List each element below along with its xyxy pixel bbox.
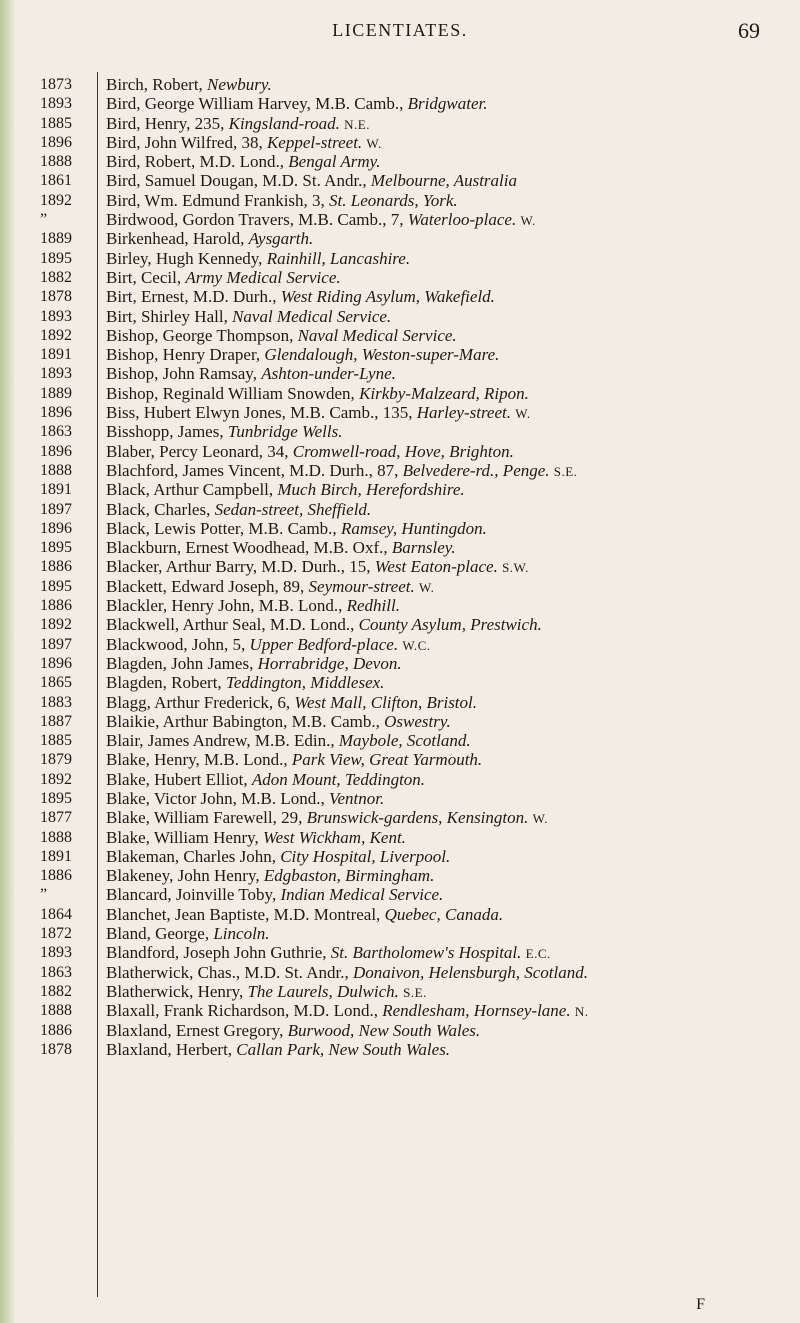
- year-cell: 1896: [40, 133, 72, 151]
- list-item: [106, 596, 780, 615]
- list-item: [106, 249, 780, 268]
- entry-name: Blake, Victor John, M.B. Lond.,: [106, 788, 329, 808]
- entry-name: Blackett, Edward Joseph, 89,: [106, 576, 309, 596]
- entry-district: W.C.: [402, 637, 431, 653]
- entry-place: West Riding Asylum, Wakefield.: [280, 287, 495, 307]
- entry-name: Blake, William Henry,: [106, 827, 264, 847]
- list-item: [106, 731, 780, 750]
- entry-name: Blackler, Henry John, M.B. Lond.,: [106, 596, 347, 616]
- entry-place: Kingsland-road.: [228, 113, 340, 133]
- entry-name: Blagg, Arthur Frederick, 6,: [106, 692, 295, 712]
- year-cell: 1888: [40, 828, 72, 846]
- list-item: [106, 500, 780, 519]
- entry-name: Blatherwick, Chas., M.D. St. Andr.,: [106, 962, 353, 982]
- entry-name: Bishop, George Thompson,: [106, 325, 298, 345]
- year-column: [40, 75, 96, 1059]
- entry-name: Blatherwick, Henry,: [106, 981, 248, 1001]
- list-item: [106, 828, 780, 847]
- list-item: [106, 171, 780, 190]
- entry-district: E.C.: [525, 946, 551, 962]
- entry-place: Keppel-street.: [266, 132, 363, 152]
- running-title: LICENTIATES.: [332, 20, 468, 40]
- entry-name: Blagden, John James,: [106, 653, 258, 673]
- entry-place: Oswestry.: [384, 711, 451, 731]
- entry-name: Bird, Henry, 235,: [106, 113, 229, 133]
- entry-place: Bengal Army.: [288, 152, 381, 172]
- year-cell: 1878: [40, 288, 72, 306]
- year-cell: 1889: [40, 230, 72, 248]
- entry-name: Bishop, Henry Draper,: [106, 345, 265, 365]
- entry-district: N.: [574, 1004, 589, 1020]
- year-cell: 1896: [40, 519, 72, 537]
- year-cell: 1885: [40, 732, 72, 750]
- list-item: [106, 905, 780, 924]
- year-cell: 1863: [40, 423, 72, 441]
- entry-district: W.: [515, 406, 531, 422]
- year-cell: 1893: [40, 307, 72, 325]
- entry-name: Bird, Wm. Edmund Frankish, 3,: [106, 190, 330, 210]
- list-item: [106, 577, 780, 596]
- list-item: [106, 403, 780, 422]
- entry-place: Indian Medical Service.: [280, 885, 444, 905]
- year-cell: 1885: [40, 114, 72, 132]
- entry-place: Ashton-under-Lyne.: [261, 364, 396, 384]
- year-cell: 1888: [40, 461, 72, 479]
- list-item: [106, 1021, 780, 1040]
- year-cell: 1888: [40, 1002, 72, 1020]
- list-item: [106, 750, 780, 769]
- list-item: [106, 635, 780, 654]
- entry-place: Newbury.: [207, 75, 272, 94]
- year-cell: 1892: [40, 326, 72, 344]
- entry-place: Adon Mount, Teddington.: [251, 769, 426, 789]
- entry-place: West Mall, Clifton, Bristol.: [294, 692, 477, 712]
- list-item: [106, 210, 780, 229]
- year-cell: 1882: [40, 268, 72, 286]
- year-cell: 1892: [40, 191, 72, 209]
- list-item: [106, 75, 780, 94]
- entry-district: N.E.: [344, 116, 370, 132]
- entry-place: Melbourne, Australia: [370, 171, 517, 191]
- entry-place: Sedan-street, Sheffield.: [214, 499, 372, 519]
- list-item: [106, 287, 780, 306]
- list-item: [106, 345, 780, 364]
- year-cell: 1882: [40, 982, 72, 1000]
- entry-name: Blaber, Percy Leonard, 34,: [106, 441, 293, 461]
- list-item: [106, 654, 780, 673]
- entry-place: Naval Medical Service.: [232, 306, 392, 326]
- entry-name: Blackwood, John, 5,: [106, 634, 250, 654]
- entry-district: S.E.: [403, 984, 427, 1000]
- entry-name: Blanchet, Jean Baptiste, M.D. Montreal,: [106, 904, 385, 924]
- entry-place: Burwood, New South Wales.: [287, 1020, 481, 1040]
- year-cell: 1872: [40, 925, 72, 943]
- year-cell: 1895: [40, 249, 72, 267]
- list-item: [106, 693, 780, 712]
- entry-name: Blake, William Farewell, 29,: [106, 808, 307, 828]
- entry-place: Aysgarth.: [248, 229, 314, 249]
- list-item: [106, 866, 780, 885]
- entry-name: Blackburn, Ernest Woodhead, M.B. Oxf.,: [106, 538, 392, 558]
- entry-place: Tunbridge Wells.: [227, 422, 343, 442]
- entry-place: Naval Medical Service.: [297, 325, 457, 345]
- entry-district: W.: [366, 135, 382, 151]
- list-item: [106, 982, 780, 1001]
- entry-place: Much Birch, Herefordshire.: [277, 480, 465, 500]
- entry-place: Maybole, Scotland.: [338, 731, 471, 751]
- column-divider: [97, 72, 98, 1297]
- entry-name: Bird, Robert, M.D. Lond.,: [106, 152, 289, 172]
- list-item: [106, 615, 780, 634]
- list-item: [106, 384, 780, 403]
- entry-place: Redhill.: [346, 596, 400, 616]
- entry-place: Callan Park, New South Wales.: [236, 1039, 451, 1059]
- year-cell: 1892: [40, 770, 72, 788]
- entry-place: Lincoln.: [213, 924, 270, 944]
- list-item: [106, 461, 780, 480]
- year-cell: 1886: [40, 597, 72, 615]
- year-cell: 1897: [40, 500, 72, 518]
- year-cell: ”: [40, 886, 48, 904]
- list-item: [106, 326, 780, 345]
- entry-place: Rainhill, Lancashire.: [266, 248, 411, 268]
- list-item: [106, 885, 780, 904]
- year-cell: 1891: [40, 481, 72, 499]
- entry-district: W.: [520, 213, 536, 229]
- entry-name: Blaxland, Ernest Gregory,: [106, 1020, 288, 1040]
- list-item: [106, 480, 780, 499]
- entry-place: St. Bartholomew's Hospital.: [330, 943, 522, 963]
- entry-place: City Hospital, Liverpool.: [280, 846, 451, 866]
- entry-district: W.: [532, 811, 548, 827]
- list-item: [106, 673, 780, 692]
- list-item: [106, 114, 780, 133]
- entry-district: W.: [419, 579, 435, 595]
- entry-name: Blagden, Robert,: [106, 673, 226, 693]
- year-cell: 1897: [40, 635, 72, 653]
- entry-place: Horrabridge, Devon.: [257, 653, 402, 673]
- list-item: [106, 268, 780, 287]
- list-item: [106, 943, 780, 962]
- entry-name: Black, Charles,: [106, 499, 215, 519]
- list-item: [106, 442, 780, 461]
- entry-name: Bland, George,: [106, 924, 214, 944]
- entry-place: Waterloo-place.: [407, 210, 517, 230]
- year-cell: 1886: [40, 867, 72, 885]
- list-item: [106, 133, 780, 152]
- page-number: 69: [738, 18, 760, 43]
- entry-name: Black, Arthur Campbell,: [106, 480, 278, 500]
- entry-name: Bird, George William Harvey, M.B. Camb.,: [106, 94, 408, 114]
- entry-district: S.E.: [553, 463, 578, 479]
- year-cell: 1877: [40, 809, 72, 827]
- year-cell: 1895: [40, 539, 72, 557]
- entry-place: Belvedere-rd., Penge.: [402, 460, 550, 480]
- list-item: [106, 847, 780, 866]
- entry-name: Blancard, Joinville Toby,: [106, 885, 281, 905]
- entry-name: Birt, Ernest, M.D. Durh.,: [106, 287, 281, 307]
- list-item: [106, 422, 780, 441]
- year-cell: 1896: [40, 404, 72, 422]
- year-cell: 1873: [40, 76, 72, 93]
- entry-name: Birkenhead, Harold,: [106, 229, 249, 249]
- year-cell: 1896: [40, 442, 72, 460]
- entry-name: Bird, John Wilfred, 38,: [106, 132, 267, 152]
- year-cell: 1891: [40, 346, 72, 364]
- list-item: [106, 94, 780, 113]
- year-cell: 1888: [40, 153, 72, 171]
- entry-name: Blackwell, Arthur Seal, M.D. Lond.,: [106, 615, 359, 635]
- year-cell: 1865: [40, 674, 72, 692]
- list-item: [106, 364, 780, 383]
- list-item: [106, 229, 780, 248]
- entry-name: Blaxland, Herbert,: [106, 1039, 237, 1059]
- entry-name: Birley, Hugh Kennedy,: [106, 248, 267, 268]
- list-item: [106, 1001, 780, 1020]
- year-cell: 1879: [40, 751, 72, 769]
- year-cell: 1886: [40, 1021, 72, 1039]
- list-item: [106, 924, 780, 943]
- year-cell: 1892: [40, 616, 72, 634]
- entry-place: Glendalough, Weston-super-Mare.: [264, 345, 500, 365]
- year-cell: 1889: [40, 384, 72, 402]
- entry-place: Cromwell-road, Hove, Brighton.: [292, 441, 514, 461]
- entry-name: Blachford, James Vincent, M.D. Durh., 87,: [106, 460, 403, 480]
- entry-name: Black, Lewis Potter, M.B. Camb.,: [106, 518, 341, 538]
- entry-name: Bishop, Reginald William Snowden,: [106, 383, 360, 403]
- entry-place: Brunswick-gardens, Kensington.: [306, 808, 529, 828]
- list-item: [106, 963, 780, 982]
- entry-name: Birt, Shirley Hall,: [106, 306, 233, 326]
- entry-place: Kirkby-Malzeard, Ripon.: [359, 383, 529, 403]
- entry-name: Birch, Robert,: [106, 75, 208, 94]
- signature-mark: F: [696, 1296, 705, 1313]
- list-item: [106, 1040, 780, 1059]
- entry-place: Upper Bedford-place.: [249, 634, 399, 654]
- entry-place: Donaivon, Helensburgh, Scotland.: [352, 962, 588, 982]
- entry-place: Ramsey, Huntingdon.: [340, 518, 487, 538]
- year-cell: 1863: [40, 963, 72, 981]
- list-item: [106, 712, 780, 731]
- year-cell: 1893: [40, 365, 72, 383]
- entry-place: Park View, Great Yarmouth.: [291, 750, 483, 770]
- year-cell: ”: [40, 211, 48, 229]
- year-cell: 1895: [40, 789, 72, 807]
- entry-place: Quebec, Canada.: [384, 904, 504, 924]
- entry-name: Biss, Hubert Elwyn Jones, M.B. Camb., 135,: [106, 403, 417, 423]
- entry-place: Seymour-street.: [308, 576, 415, 596]
- year-cell: 1878: [40, 1040, 72, 1058]
- list-item: [106, 191, 780, 210]
- entry-place: Army Medical Service.: [185, 267, 341, 287]
- entry-place: Barnsley.: [391, 538, 456, 558]
- list-item: [106, 557, 780, 576]
- entry-name: Blaikie, Arthur Babington, M.B. Camb.,: [106, 711, 385, 731]
- entry-name: Blakeman, Charles John,: [106, 846, 281, 866]
- entry-name: Birt, Cecil,: [106, 267, 186, 287]
- year-cell: 1861: [40, 172, 72, 190]
- list-item: [106, 789, 780, 808]
- year-cell: 1886: [40, 558, 72, 576]
- list-item: [106, 808, 780, 827]
- year-cell: 1864: [40, 905, 72, 923]
- entry-name: Blair, James Andrew, M.B. Edin.,: [106, 731, 339, 751]
- list-item: [106, 307, 780, 326]
- page-header: [0, 20, 800, 48]
- year-cell: 1896: [40, 654, 72, 672]
- entry-place: Harley-street.: [416, 403, 511, 423]
- entry-name: Blake, Hubert Elliot,: [106, 769, 252, 789]
- entry-name: Blandford, Joseph John Guthrie,: [106, 943, 331, 963]
- entry-place: Rendlesham, Hornsey-lane.: [382, 1001, 571, 1021]
- list-item: [106, 152, 780, 171]
- entry-place: West Eaton-place.: [374, 557, 498, 577]
- entry-name: Blakeney, John Henry,: [106, 866, 264, 886]
- entry-place: St. Leonards, York.: [329, 190, 458, 210]
- entry-place: Teddington, Middlesex.: [225, 673, 385, 693]
- entry-name: Blake, Henry, M.B. Lond.,: [106, 750, 292, 770]
- page-edge: [0, 0, 14, 1323]
- entry-name: Blaxall, Frank Richardson, M.D. Lond.,: [106, 1001, 383, 1021]
- year-cell: 1893: [40, 944, 72, 962]
- entry-place: Ventnor.: [328, 788, 385, 808]
- entry-list: [106, 75, 780, 1059]
- entry-place: Bridgwater.: [407, 94, 488, 114]
- entry-place: Edgbaston, Birmingham.: [263, 866, 435, 886]
- list-item: [106, 538, 780, 557]
- year-cell: 1895: [40, 577, 72, 595]
- entry-name: Birdwood, Gordon Travers, M.B. Camb., 7,: [106, 210, 408, 230]
- entry-name: Bishop, John Ramsay,: [106, 364, 262, 384]
- entry-district: S.W.: [502, 560, 529, 576]
- entry-name: Blacker, Arthur Barry, M.D. Durh., 15,: [106, 557, 375, 577]
- year-cell: 1891: [40, 847, 72, 865]
- entry-place: The Laurels, Dulwich.: [247, 981, 399, 1001]
- year-cell: 1883: [40, 693, 72, 711]
- list-item: [106, 770, 780, 789]
- entry-place: West Wickham, Kent.: [263, 827, 406, 847]
- list-item: [106, 519, 780, 538]
- entry-name: Bisshopp, James,: [106, 422, 228, 442]
- entry-name: Bird, Samuel Dougan, M.D. St. Andr.,: [106, 171, 371, 191]
- entry-place: County Asylum, Prestwich.: [358, 615, 542, 635]
- year-cell: 1887: [40, 712, 72, 730]
- year-cell: 1893: [40, 95, 72, 113]
